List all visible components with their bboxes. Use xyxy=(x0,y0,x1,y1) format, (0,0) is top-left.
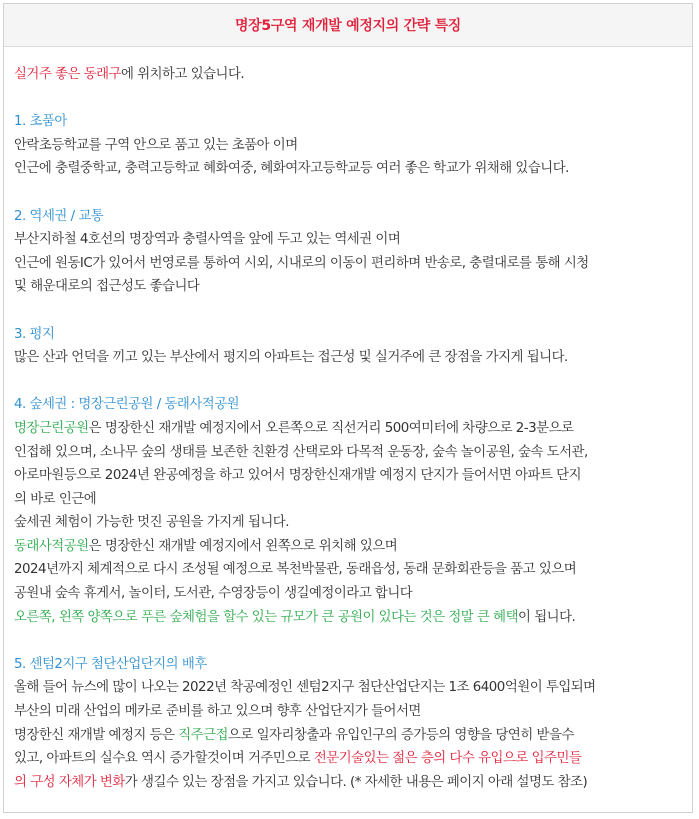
proximity-highlight: 직주근접 xyxy=(178,727,228,743)
section-4-line-1 xyxy=(14,417,682,441)
section-2-heading: 2. 역세권 / 교통 xyxy=(14,208,104,224)
intro-line xyxy=(14,63,682,87)
title-bar xyxy=(4,4,692,47)
page-title: 명장5구역 재개발 예정지의 간략 특징 xyxy=(234,18,462,34)
section-4-line-1-text: 은 명장한신 재개발 예정지에서 오른쪽으로 직선거리 500여미터에 차량으로 2-3분으로 xyxy=(88,420,574,436)
section-5-line-5 xyxy=(14,771,682,795)
section-1-heading: 1. 초품아 xyxy=(14,114,67,130)
section-4-line-6 xyxy=(14,535,682,559)
content-body xyxy=(4,47,692,794)
section-4-line-3: 아로마원등으로 2024년 완공예정을 하고 있어서 명장한신재개발 예정지 단지가 들어서면 아파트 단지 xyxy=(14,468,582,484)
section-2-line-3: 및 해운대로의 접근성도 좋습니다 xyxy=(14,279,200,295)
section-5-line-5-b: 가 생길수 있는 장점을 가지고 있습니다. (* 자세한 내용은 페이지 아래 설명도 참조) xyxy=(124,774,588,790)
section-5-line-4-a: 있고, 아파트의 실수요 역시 증가할것이며 거주민으로 xyxy=(14,751,314,767)
section-5-line-3 xyxy=(14,724,682,748)
section-3-line-1: 많은 산과 언덕을 끼고 있는 부산에서 평지의 아파트는 접근성 및 실거주에 큰 장점을 가지게 됩니다. xyxy=(14,350,568,366)
section-5-line-2: 부산의 미래 산업의 메카로 준비를 하고 있으며 향후 산업단지가 들어서면 xyxy=(14,704,421,720)
section-5-heading: 5. 센텀2지구 첨단산업단지의 배후 xyxy=(14,656,207,672)
intro-text: 에 위치하고 있습니다. xyxy=(121,67,245,82)
section-4-line-7: 2024년까지 체계적으로 다시 조성될 예정으로 복천박물관, 동래읍성, 동래 문화회관등을 품고 있으며 xyxy=(14,562,577,578)
section-4-heading: 4. 숲세권 : 명장근린공원 / 동래사적공원 xyxy=(14,397,240,413)
section-5-line-1: 올해 들어 뉴스에 많이 나오는 2022년 착공예정인 센텀2지구 첨단산업단지는 1조 6400억원이 투입되며 xyxy=(14,680,596,696)
section-2-line-2: 인근에 원동IC가 있어서 번영로를 통하여 시외, 시내로의 이동이 편리하며 반송로, 충렬대로를 통해 시청 xyxy=(14,255,589,271)
section-4-line-6-text: 은 명장한신 재개발 예정지에서 왼쪽으로 위치해 있으며 xyxy=(88,538,398,554)
section-3-heading: 3. 평지 xyxy=(14,326,55,342)
section-4-line-5: 숲세권 체험이 가능한 멋진 공원을 가지게 됩니다. xyxy=(14,515,290,531)
section-4-line-9-text: 이 됩니다. xyxy=(518,609,576,625)
section-4-line-2: 인접해 있으며, 소나무 숲의 생태를 보존한 친환경 산택로와 다목적 운동장, 숲속 놀이공원, 숲속 도서관, xyxy=(14,444,588,460)
benefit-highlight: 오른쪽, 왼쪽 양쪽으로 푸른 숲체험을 할수 있는 규모가 큰 공원이 있다는 것은 정말 큰 혜택 xyxy=(14,609,519,625)
intro-highlight: 실거주 좋은 동래구 xyxy=(14,67,121,82)
section-1-line-2: 인근에 충렬중학교, 충력고등학교 혜화여중, 혜화여자고등학교등 여러 좋은 학교가 위채해 있습니다. xyxy=(14,161,569,177)
park-1-name: 명장근린공원 xyxy=(14,420,89,436)
section-4-line-8: 공원내 숲속 휴게서, 놀이터, 도서관, 수영장등이 생길예정이라고 합니다 xyxy=(14,586,413,602)
park-2-name: 동래사적공원 xyxy=(14,538,89,554)
section-4-line-9 xyxy=(14,606,682,630)
section-4-line-4: 의 바로 인근에 xyxy=(14,491,97,507)
section-5-line-3-a: 명장한신 재개발 예정지 등은 xyxy=(14,727,179,743)
section-5-line-4 xyxy=(14,747,682,771)
section-5-line-3-b: 으로 일자리창출과 유입인구의 증가등의 영향을 당연히 받을수 xyxy=(228,727,574,743)
section-1-line-1: 안락초등학교를 구역 안으로 품고 있는 초품아 이며 xyxy=(14,137,298,153)
section-2-line-1: 부산지하철 4호선의 명장역과 충렬사역을 앞에 두고 있는 역세권 이며 xyxy=(14,232,401,248)
demographic-highlight-2: 의 구성 자체가 변화 xyxy=(14,774,125,790)
demographic-highlight-1: 전문기술있는 젊은 층의 다수 유입으로 입주민들 xyxy=(313,751,582,767)
info-box xyxy=(3,3,693,813)
